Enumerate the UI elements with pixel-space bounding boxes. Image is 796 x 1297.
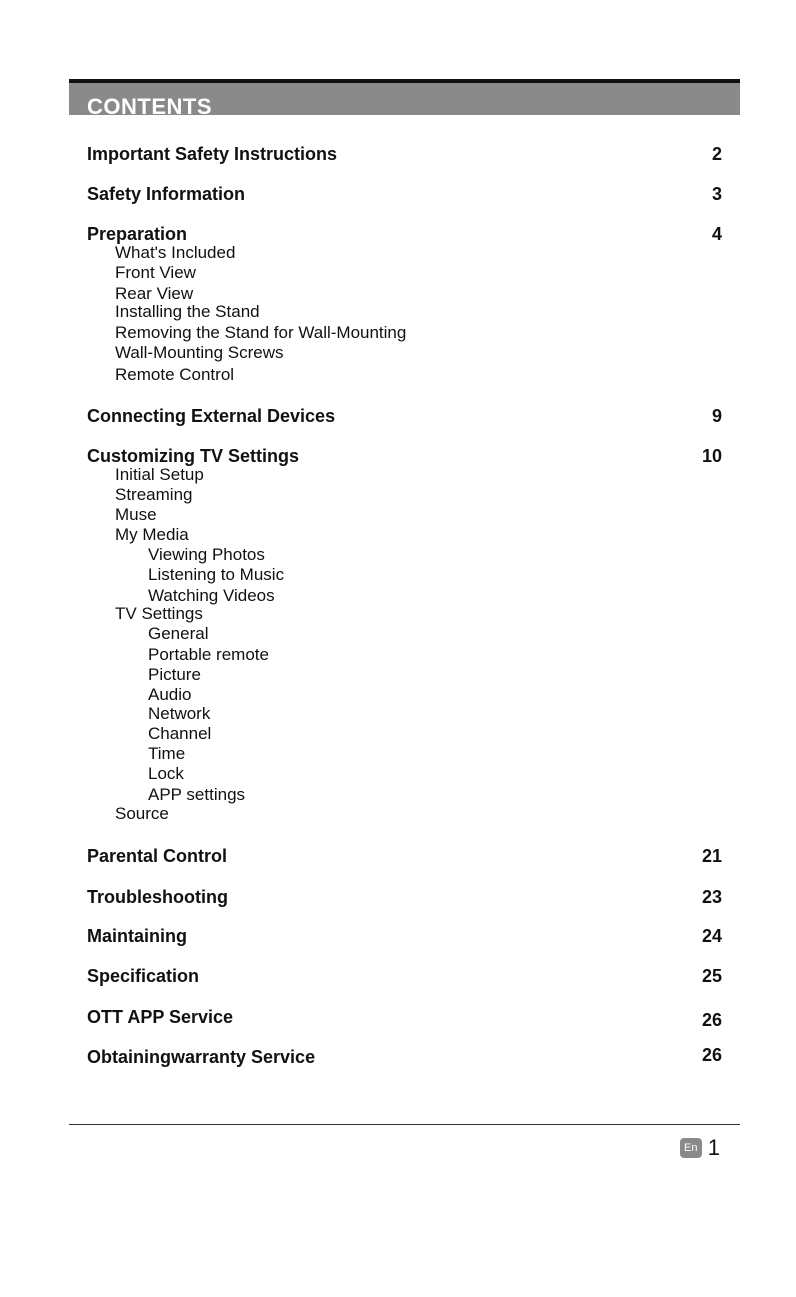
toc-entry-title: Troubleshooting: [87, 887, 228, 907]
toc-sub-watching-videos[interactable]: Watching Videos: [148, 586, 275, 605]
toc-entry-page: 10: [701, 446, 722, 466]
toc-sub-picture[interactable]: Picture: [148, 665, 201, 684]
toc-entry-troubleshooting[interactable]: [87, 886, 722, 910]
toc-entry-title: Customizing TV Settings: [87, 446, 300, 466]
toc-entry-page: 26: [701, 1010, 722, 1030]
toc-entry-title: Preparation: [87, 224, 188, 244]
toc-entry-title: Safety Information: [87, 184, 246, 204]
toc-sub-muse[interactable]: Muse: [115, 505, 157, 524]
toc-entry-title: OTT APP Service: [87, 1007, 234, 1027]
toc-entry-page: 21: [701, 846, 722, 866]
toc-sub-rear-view[interactable]: Rear View: [115, 284, 194, 303]
toc-entry-page: 23: [701, 887, 722, 907]
toc-sub-source[interactable]: Source: [115, 804, 169, 823]
toc-sub-portable-remote[interactable]: Portable remote: [148, 645, 269, 664]
language-badge: En: [680, 1138, 702, 1158]
toc-entry-maintaining[interactable]: [87, 925, 722, 949]
toc-sub-whats-included[interactable]: What's Included: [115, 243, 236, 262]
toc-sub-initial-setup[interactable]: Initial Setup: [115, 465, 204, 484]
toc-sub-viewing-photos[interactable]: Viewing Photos: [148, 545, 265, 564]
toc-entry-safety-information[interactable]: [87, 183, 722, 207]
toc-sub-tv-settings[interactable]: TV Settings: [115, 604, 203, 623]
toc-entry-page: 24: [701, 926, 722, 946]
toc-sub-remote-control[interactable]: Remote Control: [115, 365, 235, 384]
toc-sub-my-media[interactable]: My Media: [115, 525, 189, 544]
toc-sub-audio[interactable]: Audio: [148, 685, 192, 704]
toc-sub-general[interactable]: General: [148, 624, 209, 643]
toc-entry-parental-control[interactable]: [87, 845, 722, 869]
bottom-rule: [69, 1124, 740, 1125]
toc-entry-title: Obtainingwarranty Service: [87, 1047, 316, 1067]
toc-entry-title: Maintaining: [87, 926, 187, 946]
toc-entry-title: Specification: [87, 966, 200, 986]
toc-sub-time[interactable]: Time: [148, 744, 186, 763]
toc-entry-title: Parental Control: [87, 846, 228, 866]
toc-entry-title: Connecting External Devices: [87, 406, 336, 426]
toc-sub-channel[interactable]: Channel: [148, 724, 212, 743]
toc-sub-removing-stand[interactable]: Removing the Stand for Wall-Mounting: [115, 323, 407, 342]
toc-entry-connecting-devices[interactable]: [87, 405, 722, 429]
toc-entry-page: 25: [701, 966, 722, 986]
toc-entry-warranty-service[interactable]: [87, 1045, 722, 1069]
page-title: CONTENTS: [87, 94, 212, 115]
contents-header-bar: [69, 83, 740, 115]
toc-sub-installing-stand[interactable]: Installing the Stand: [115, 302, 260, 321]
toc-entry-page: 3: [711, 184, 722, 204]
toc-entry-ott-app-service[interactable]: [87, 1006, 722, 1030]
toc-entry-specification[interactable]: [87, 965, 722, 989]
toc-sub-streaming[interactable]: Streaming: [115, 485, 193, 504]
toc-sub-app-settings[interactable]: APP settings: [148, 785, 246, 804]
toc-entry-page: 9: [711, 406, 722, 426]
toc-sub-lock[interactable]: Lock: [148, 764, 184, 783]
toc-sub-network[interactable]: Network: [148, 704, 211, 723]
page-footer: [680, 1135, 720, 1161]
toc-sub-front-view[interactable]: Front View: [115, 263, 196, 282]
toc-entry-important-safety[interactable]: [87, 143, 722, 167]
toc-sub-wall-mounting-screws[interactable]: Wall-Mounting Screws: [115, 343, 284, 362]
toc-entry-page: 26: [701, 1045, 722, 1065]
toc-entry-page: 2: [711, 144, 722, 164]
toc-entry-page: 4: [711, 224, 722, 244]
toc-entry-title: Important Safety Instructions: [87, 144, 338, 164]
toc-sub-listening-music[interactable]: Listening to Music: [148, 565, 285, 584]
page-number: 1: [707, 1135, 720, 1160]
